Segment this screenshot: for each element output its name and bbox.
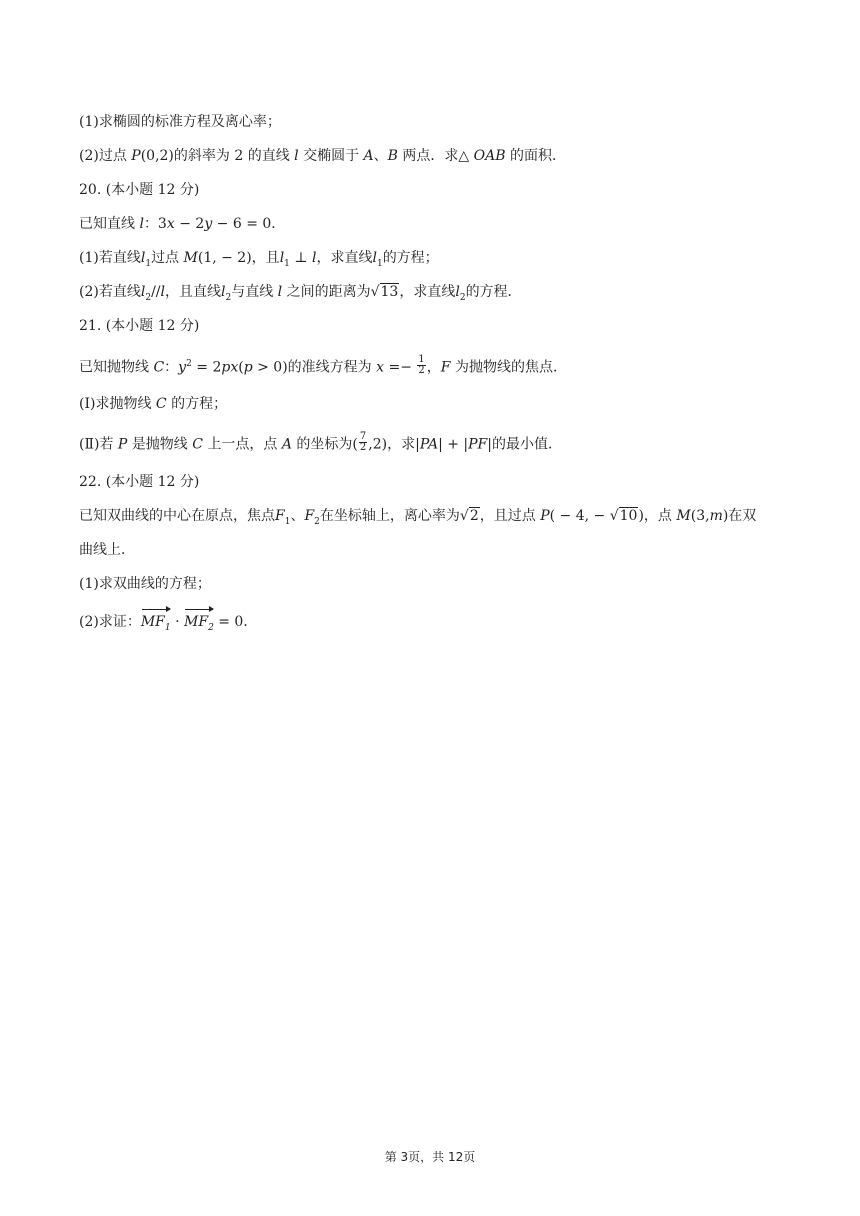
q21-part1: (Ⅰ)求抛物线 C 的方程； [79,396,228,412]
q20-part1: (1)若直线$l_1$过点 M(1, − 2)，且$l_1$ ⊥ l，求直线$l_1$的方程； [79,250,439,269]
q19-part1: (1)求椭圆的标准方程及离心率； [79,114,281,130]
q22-part2: (2)求证：$MF_1 \cdot MF_2 = 0$． [79,608,257,638]
q20-part2: (2)若直线$l_2//l$，且直线$l_2$与直线 l 之间的距离为√13，求直线$l_2$的方程． [79,284,522,303]
q22-stem-line2: 曲线上． [79,542,135,558]
q21-header: 21. (本小题 12 分) [79,318,200,334]
q19-part2: (2)过点 P(0,2)的斜率为 2 的直线 l 交椭圆于 A、B 两点．求△ OAB 的面积． [79,148,566,164]
q21-part2: (Ⅱ)若 P 是抛物线 C 上一点，点 A 的坐标为( $\frac{7}{2}$ ,2)，求|PA| + |PF|的最小值． [79,431,562,453]
q22-stem-line1: 已知双曲线的中心在原点，焦点$F_1$、$F_2$在坐标轴上，离心率为√2，且过点 P( − 4, − √10)，点 M(3,m)在双 [79,508,757,527]
q20-header: 20. (本小题 12 分) [79,182,200,198]
q20-stem: 已知直线 l：3x − 2y − 6 = 0． [79,216,286,232]
vector-mf2: $MF_2$ [184,608,214,638]
page-footer: 第 3页，共 12页 [384,1150,476,1164]
vector-mf1: $MF_1$ [141,608,171,638]
q22-part1: (1)求双曲线的方程； [79,576,211,592]
q21-stem: 已知抛物线 C：$y^2 = 2px(p > 0)$的准线方程为 x =− $\frac{1}{2}$ ，F 为抛物线的焦点． [79,354,567,377]
q22-header: 22. (本小题 12 分) [79,474,200,490]
